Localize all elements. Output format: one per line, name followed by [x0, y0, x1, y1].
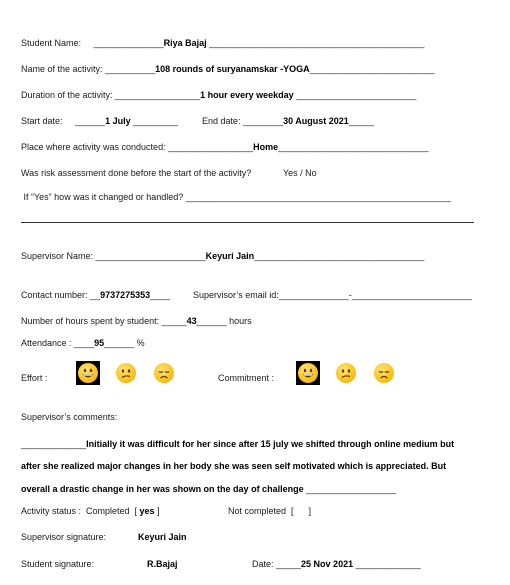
activity-status-label: Activity status : Completed [: [21, 506, 140, 516]
student-signature-label: Student signature:: [21, 559, 95, 569]
blank-line: _____________: [353, 559, 421, 569]
blank-line: _____: [348, 116, 374, 126]
attendance-unit: ______ %: [104, 338, 145, 348]
confused-face-icon: [334, 361, 358, 385]
end-date-label: End date:: [202, 116, 244, 126]
supervisor-signature-value: [138, 531, 187, 543]
start-date-label: Start date:: [21, 116, 63, 126]
attendance-label: Attendance :: [21, 338, 75, 348]
supervisor-signature-text: Keyuri Jain: [138, 532, 187, 542]
start-date-value: 1 July: [105, 116, 131, 126]
hours-unit: ______ hours: [196, 316, 252, 326]
attendance-row: [21, 337, 145, 349]
bracket: ]: [154, 506, 160, 516]
blank-line: _____: [161, 316, 187, 326]
grinning-face-icon: [76, 361, 100, 385]
place-label: Place where activity was conducted:: [21, 142, 169, 152]
activity-name-label: Name of the activity:: [21, 64, 106, 74]
comments-text: overall a drastic change in her was shown on the day of challenge: [21, 484, 304, 494]
risk-followup-label: If “Yes” how was it changed or handled?: [21, 192, 186, 202]
grinning-face-icon: [296, 361, 320, 385]
comments-line-3: [21, 483, 396, 495]
student-signature-value: [147, 558, 178, 570]
student-name-label: Student Name:: [21, 38, 82, 48]
disappointed-face-icon: [152, 361, 176, 385]
date-value: 25 Nov 2021: [301, 559, 354, 569]
place-row: [21, 141, 428, 153]
start-date-row: [21, 115, 178, 127]
email-label: Supervisor’s email id:: [193, 290, 279, 300]
hours-label: Number of hours spent by student:: [21, 316, 162, 326]
risk-question-row: [21, 167, 251, 179]
activity-name-row: [21, 63, 435, 75]
blank-line: ____: [150, 290, 171, 300]
blank-line: _________________: [168, 142, 254, 152]
hours-row: [21, 315, 252, 327]
attendance-value: 95: [94, 338, 105, 348]
blank-line: ________: [243, 116, 284, 126]
blank-line: _________: [130, 116, 179, 126]
blank-line: ______: [62, 116, 106, 126]
effort-label: Effort :: [21, 373, 48, 383]
blank-line: ____: [74, 338, 95, 348]
blank-line: ________________________: [293, 90, 417, 100]
comments-text: after she realized major changes in her body she was seen self motivated which is appreciated. But: [21, 461, 447, 471]
duration-row: [21, 89, 416, 101]
blank-line: __________________________________: [254, 251, 425, 261]
hours-value: 43: [186, 316, 197, 326]
risk-question-label: Was risk assessment done before the start of the activity?: [21, 168, 252, 178]
student-name-row: [21, 37, 424, 49]
supervisor-name-value: Keyuri Jain: [205, 251, 255, 261]
blank-line: ______________________: [95, 251, 206, 261]
commitment-label: Commitment :: [218, 373, 275, 383]
supervisor-name-label: Supervisor Name:: [21, 251, 96, 261]
blank-line: ______________________________: [278, 142, 429, 152]
comments-line-2: [21, 460, 446, 472]
risk-options: Yes / No: [283, 168, 317, 178]
not-completed-option: Not completed [ ]: [228, 506, 312, 516]
email-row: [193, 289, 472, 301]
risk-followup-row: [21, 191, 451, 203]
end-date-value: 30 August 2021: [283, 116, 349, 126]
comments-line-1: [21, 438, 454, 450]
blank-line: _____________: [21, 439, 87, 449]
blank-line: __: [90, 290, 101, 300]
place-value: Home: [253, 142, 279, 152]
end-date-row: [202, 115, 374, 127]
student-signature-text: R.Bajaj: [147, 559, 178, 569]
confused-face-icon: [114, 361, 138, 385]
date-row: [252, 558, 421, 570]
blank-line: ___________________________________________: [206, 38, 425, 48]
contact-value: 9737275353: [100, 290, 151, 300]
blank-line: _____: [276, 559, 302, 569]
comments-label: Supervisor’s comments:: [21, 412, 118, 422]
blank-line: _________________: [115, 90, 201, 100]
completed-mark: yes: [139, 506, 155, 516]
contact-row: [21, 289, 170, 301]
disappointed-face-icon: [372, 361, 396, 385]
blank-line: _________________________: [309, 64, 435, 74]
blank-answer-line: [21, 222, 474, 223]
duration-value: 1 hour every weekday: [200, 90, 294, 100]
blank-line: __________: [105, 64, 156, 74]
student-name-value: Riya Bajaj: [163, 38, 207, 48]
blank-line: _____________________________________________________: [185, 192, 452, 202]
duration-label: Duration of the activity:: [21, 90, 116, 100]
supervisor-name-row: [21, 250, 424, 262]
email-value: ______________-________________________: [278, 290, 472, 300]
blank-line: ______________: [93, 38, 164, 48]
activity-status-row: [21, 505, 160, 517]
date-label: Date:: [252, 559, 277, 569]
activity-name-value: 108 rounds of suryanamskar -YOGA: [155, 64, 310, 74]
blank-line: __________________: [303, 484, 397, 494]
comments-text: Initially it was difficult for her since after 15 july we shifted through online medium but: [86, 439, 455, 449]
supervisor-signature-label: Supervisor signature:: [21, 532, 107, 542]
contact-label: Contact number:: [21, 290, 91, 300]
